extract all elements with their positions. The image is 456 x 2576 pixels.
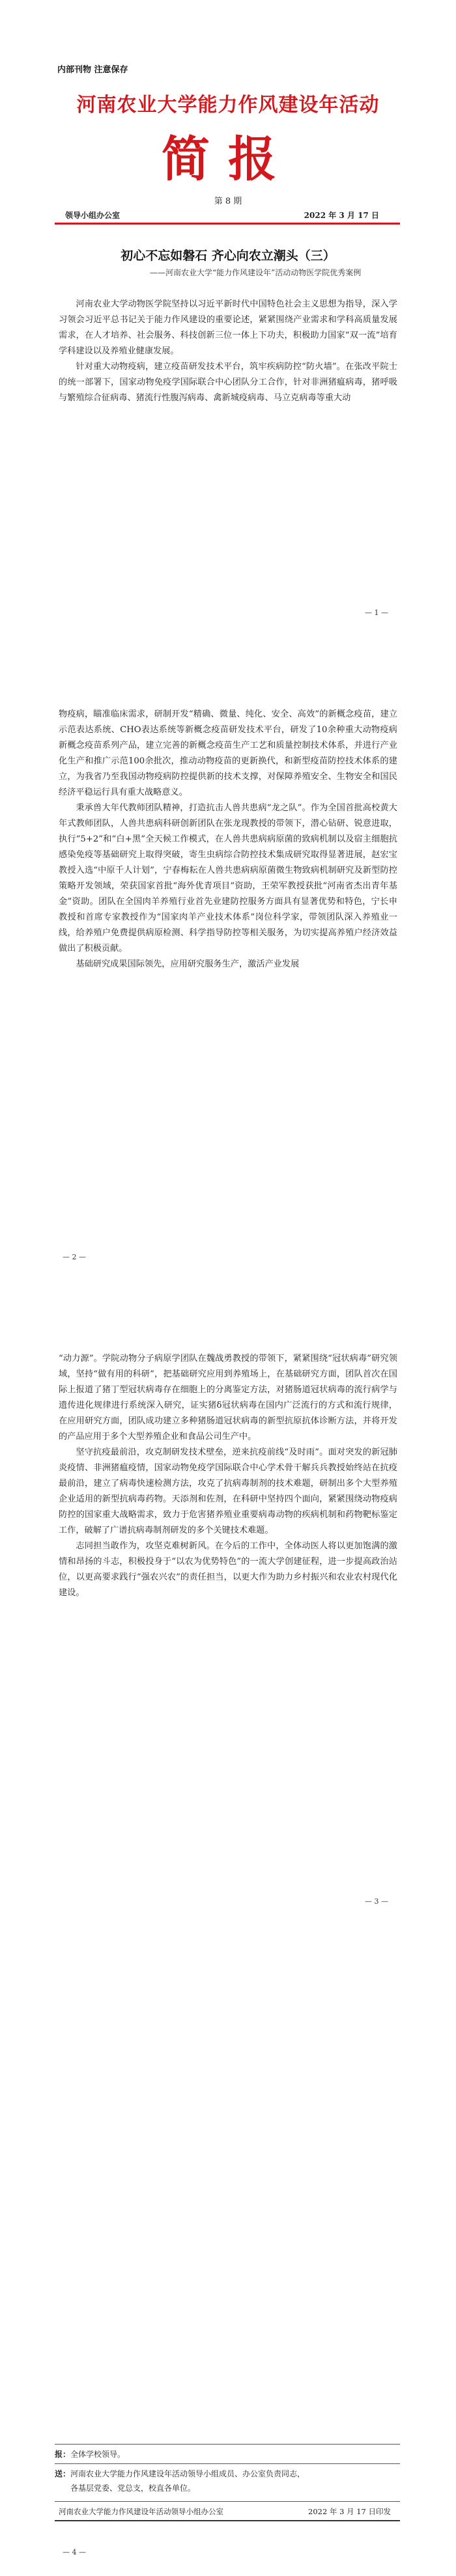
- issue-number: 第 8 期: [214, 197, 242, 206]
- paragraph: 坚守抗疫最前沿，攻克制研发技术壁垒，逆来抗疫前线“及时雨”。面对突发的新冠肺炎疫情、非洲猪瘟疫情，国家动物免疫学国际联合中心学术骨干解兵兵教授始终站在抗疫最前沿，建立了病毒快速检测方法，攻克了抗病毒制剂的技术难题，研制出多个大型养殖企业适用的新型抗病毒药物。天添剂和佐剂，在科研中坚持四个面向，紧紧围绕动物疫病防控的国家重大战略需求，致力于危害猪养殖业重要病毒动物的疾病机制和药物靶标鉴定工作，破解了广谱抗病毒制剂研发的多个关键技术难题。: [59, 1447, 397, 1535]
- paragraph: 基础研究成果国际领先，应用研究服务生产，激活产业发展: [76, 959, 300, 969]
- paragraph: 志同担当敢作为，攻坚克难树新风。在今后的工作中，全体动医人将以更加饱满的激情和昂扬的斗志，积极投身于“以农为优势特色”的一流大学创建征程，进一步提高政治站位，以更高要求践行“强农兴农”的责任担当，以更大作为助力乡村振兴和农业农村现代化建设。: [59, 1541, 397, 1598]
- bulletin-title: 简报: [162, 131, 294, 187]
- report-value: 全体学校领导。: [70, 2450, 126, 2459]
- distribution-report: [55, 2447, 400, 2461]
- page2-body: [59, 707, 397, 972]
- footer-rule: [55, 2501, 400, 2502]
- paragraph: 物疫病，瞄准临床需求，研制开发“精确、微量、纯化、安全、高效”的新概念疫苗，建立示范表达系统、CHO表达系统等新概念疫苗研发技术平台，研发了10余种重大动物疫病新概念疫苗系列产品，建立完善的新概念疫苗生产工艺和质量控制技术体系，并进行产业化生产和推广示范100余批次，推动动物疫苗的更新换代，和新型疫苗防控技术体系的建立，为我省乃至我国动物疫病防控提供新的技术支撑，对保障养殖安全、生物安全和国民经济平稳运行具有重大战略意义。: [59, 709, 397, 797]
- footer-top-rule: [55, 2444, 400, 2445]
- page-number: — 2 —: [63, 1253, 86, 1261]
- office-line: 河南农业大学能力作风建设年活动领导小组办公室: [59, 2507, 223, 2516]
- paragraph: 河南农业大学动物医学院坚持以习近平新时代中国特色社会主义思想为指导，深入学习领会习近平总书记关于能力作风建设的重要论述，紧紧围绕产业需求和学科高质量发展需求，在人才培养、社会服务、科技创新三位一体上下功夫，积极助力国家“双一流”培育学科建设以及养殖业健康发展。: [59, 299, 397, 356]
- page-1: [0, 0, 456, 644]
- page1-body: [59, 297, 397, 406]
- paragraph: “动力源”。学院动物分子病原学团队在魏战勇教授的带领下，紧紧围绕“冠状病毒”研究领域，坚持“做有用的科研”，把基础研究应用到养殖场上，在基础研究方面，团队首次在国际上报道了猪丁型冠状病毒存在细胞上的分离鉴定方法，对猪肠道冠状病毒的流行病学与遗传进化规律进行系统深入研究，证实猪δ冠状病毒在国内广泛流行的方式和流行规律，在应用研究方面，团队成功建立多种猪肠道冠状病毒的新型抗原抗体诊断方法，并将开发的产品应用于多个大型养殖企业和食品公司生产中。: [59, 1354, 397, 1442]
- page-number: — 3 —: [365, 1897, 388, 1906]
- footer-bottom-rule: [55, 2520, 400, 2521]
- page-3: [0, 1289, 456, 1933]
- page-number: — 1 —: [365, 609, 388, 617]
- publisher: 领导小组办公室: [65, 211, 121, 220]
- page3-body: [59, 1351, 397, 1601]
- send-value: 河南农业大学能力作风建设年活动领导小组成员、办公室负责同志，: [70, 2469, 306, 2478]
- paragraph: 秉承兽大年代教师团队精神，打造抗击人兽共患病“龙之队”。作为全国首批高校黄大年式教师团队，人兽共患病科研创新团队在张龙现教授的带领下，潜心钻研、锐意进取，执行“5+2”和“白+黑”全天候工作模式，在人兽共患病病原菌的致病机制以及宿主细胞抗感染免疫等基础研究上取得突破，寄生虫病综合防控技术集成研究取得显著进展，赵宏宝教授入选“中原千人计划”，宁春梅耘在人兽共患病病原菌微生物致病机制研究及新型防控策略开发领域，荣获国家首批“海外优青项目”资助，王荣军教授获批“河南省杰出青年基金”资助。团队在全国肉羊养殖行业首先业建防控服务方面具有显著优势和特色，宁长申教授和首席专家教授作为“国家肉羊产业技术体系”岗位科学家，带领团队深入养殖业一线，给养殖户免费提供病原检测、科学指导防控等相关服务，为切实提高养殖户经济效益做出了积极贡献。: [59, 803, 397, 953]
- report-label: 报：: [55, 2450, 71, 2459]
- confidential-label: 内部刊物 注意保存: [57, 65, 128, 75]
- footer-rule: [55, 2463, 400, 2464]
- publish-date: 2022 年 3 月 17 日: [304, 211, 379, 220]
- distribution-send: [55, 2467, 400, 2495]
- page-number: — 4 —: [63, 2548, 86, 2556]
- article-subtitle: ——河南农业大学“能力作风建设年”活动动物医学院优秀案例: [150, 268, 362, 277]
- header-red-rule: [55, 223, 400, 225]
- org-title: 河南农业大学能力作风建设年活动: [76, 94, 380, 116]
- page-2: [0, 644, 456, 1289]
- send-value-2: 各基层党委、党总支，校直各单位。: [70, 2484, 196, 2493]
- print-date: 2022 年 3 月 17 日印发: [308, 2507, 391, 2516]
- send-label: 送：: [55, 2469, 71, 2478]
- paragraph: 针对重大动物疫病，建立疫苗研发技术平台，筑牢疾病防控“防火墙”。在张改平院士的统一部署下，国家动物免疫学国际联合中心团队分工合作，针对非洲猪瘟病毒，猪呼吸与繁殖综合征病毒、猪流行性腹泻病毒、禽新城疫病毒、马立克病毒等重大动: [59, 362, 397, 403]
- article-title: 初心不忘如磐石 齐心向农立潮头（三）: [121, 249, 335, 263]
